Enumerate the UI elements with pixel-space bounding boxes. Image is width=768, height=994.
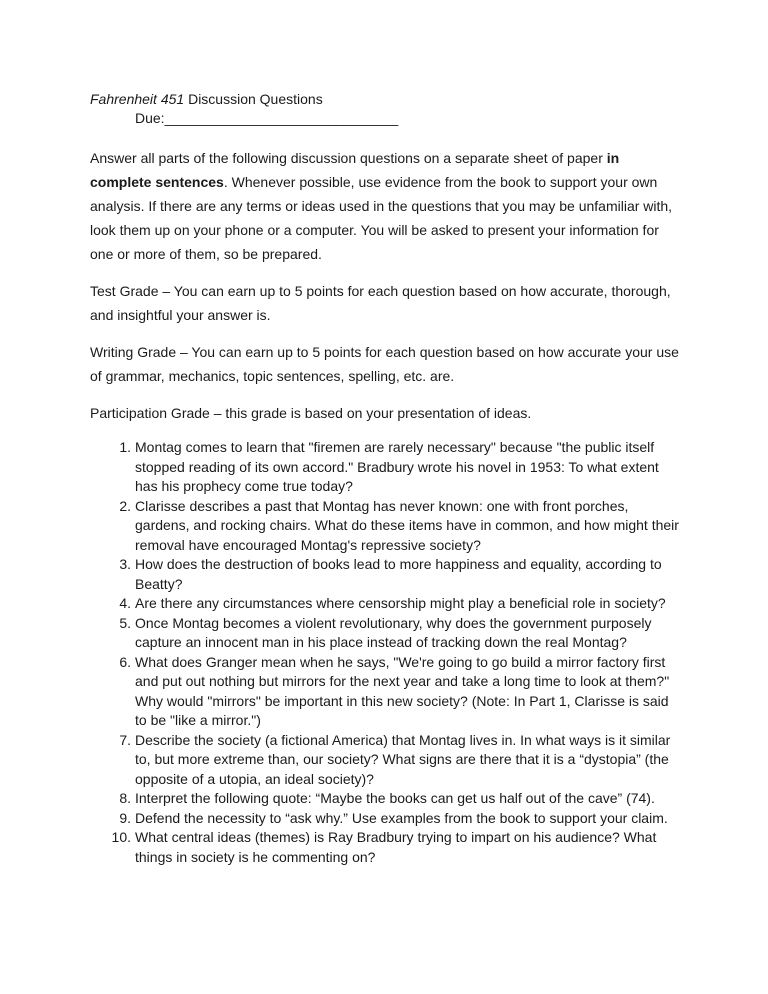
- list-item: [119, 789, 680, 809]
- writing-grade-paragraph: Writing Grade – You can earn up to 5 points for each question based on how accurate your use of grammar, mechanics, topic sentences, spelling, etc. are.: [90, 344, 679, 384]
- question-number: 1.: [119, 439, 131, 455]
- title-suffix: Discussion Questions: [184, 91, 323, 107]
- list-item: [119, 614, 680, 653]
- list-item: [119, 497, 680, 556]
- instructions-bold: in complete sentences: [90, 150, 620, 190]
- page-title: [90, 90, 680, 109]
- question-number: 5.: [119, 614, 131, 631]
- document-page: [90, 90, 680, 867]
- instructions-part1: Answer all parts of the following discussion questions on a separate sheet of paper: [90, 150, 607, 166]
- question-text: Describe the society (a fictional America) that Montag lives in. In what ways is it similar to, but more extreme than, our society? What signs are there that it is a “dystopia” (the opposite of a utopia, an ideal society)?: [135, 731, 671, 787]
- question-text: What central ideas (themes) is Ray Bradbury trying to impart on his audience? What things in society is he commenting on?: [135, 829, 657, 865]
- question-number: 10.: [111, 829, 131, 845]
- question-text: What does Granger mean when he says, "We're going to go build a mirror factory first and put out nothing but mirrors for the next year and take a long time to look at them?" Why would "mirrors" be important in this new society? (Note: In Part 1, Clarisse is said to be "like a mirror."): [135, 653, 670, 728]
- question-text: Are there any circumstances where censorship might play a beneficial role in society?: [135, 595, 666, 611]
- question-text: Once Montag becomes a violent revolutionary, why does the government purposely capture an innocent man in his place instead of tracking down the real Montag?: [135, 614, 652, 650]
- list-item: [119, 653, 680, 731]
- question-number: 7.: [119, 731, 131, 748]
- question-number: 9.: [119, 809, 131, 826]
- list-item: [119, 594, 680, 614]
- list-item: [119, 555, 680, 594]
- question-text: Montag comes to learn that "firemen are rarely necessary" because "the public itself stopped reading of its own accord." Bradbury wrote his novel in 1953: To what extent has his prophecy come true today?: [135, 439, 659, 494]
- instructions-part2: . Whenever possible, use evidence from the book to support your own analysis. If there are any terms or ideas used in the questions that you may be unfamiliar with, look them up on your phone or a computer. You will be asked to present your information for one or more of them, so be prepared.: [90, 174, 673, 262]
- question-number: 2.: [119, 497, 131, 514]
- book-title: Fahrenheit 451: [90, 91, 185, 107]
- list-item: [119, 809, 680, 829]
- test-grade-paragraph: Test Grade – You can earn up to 5 points for each question based on how accurate, thorough, and insightful your answer is.: [90, 283, 671, 323]
- question-number: 8.: [119, 790, 131, 806]
- question-number: 3.: [119, 556, 131, 572]
- question-list: [90, 438, 680, 867]
- question-text: Defend the necessity to “ask why.” Use examples from the book to support your claim.: [135, 809, 668, 826]
- question-text: How does the destruction of books lead to more happiness and equality, according to Beatty?: [135, 556, 662, 592]
- question-number: 4.: [119, 595, 131, 611]
- question-text: Interpret the following quote: “Maybe the books can get us half out of the cave” (74).: [135, 790, 655, 806]
- list-item: [119, 731, 680, 790]
- due-line: Due:______________________________: [135, 110, 399, 126]
- list-item: [119, 438, 680, 497]
- list-item: [111, 828, 680, 867]
- participation-grade-paragraph: Participation Grade – this grade is based on your presentation of ideas.: [90, 405, 532, 421]
- question-number: 6.: [119, 653, 131, 670]
- question-text: Clarisse describes a past that Montag has never known: one with front porches, gardens, and rocking chairs. What do these items have in common, and how might their removal have encouraged Montag's repressive society?: [135, 497, 679, 553]
- instructions-paragraph: [90, 146, 680, 266]
